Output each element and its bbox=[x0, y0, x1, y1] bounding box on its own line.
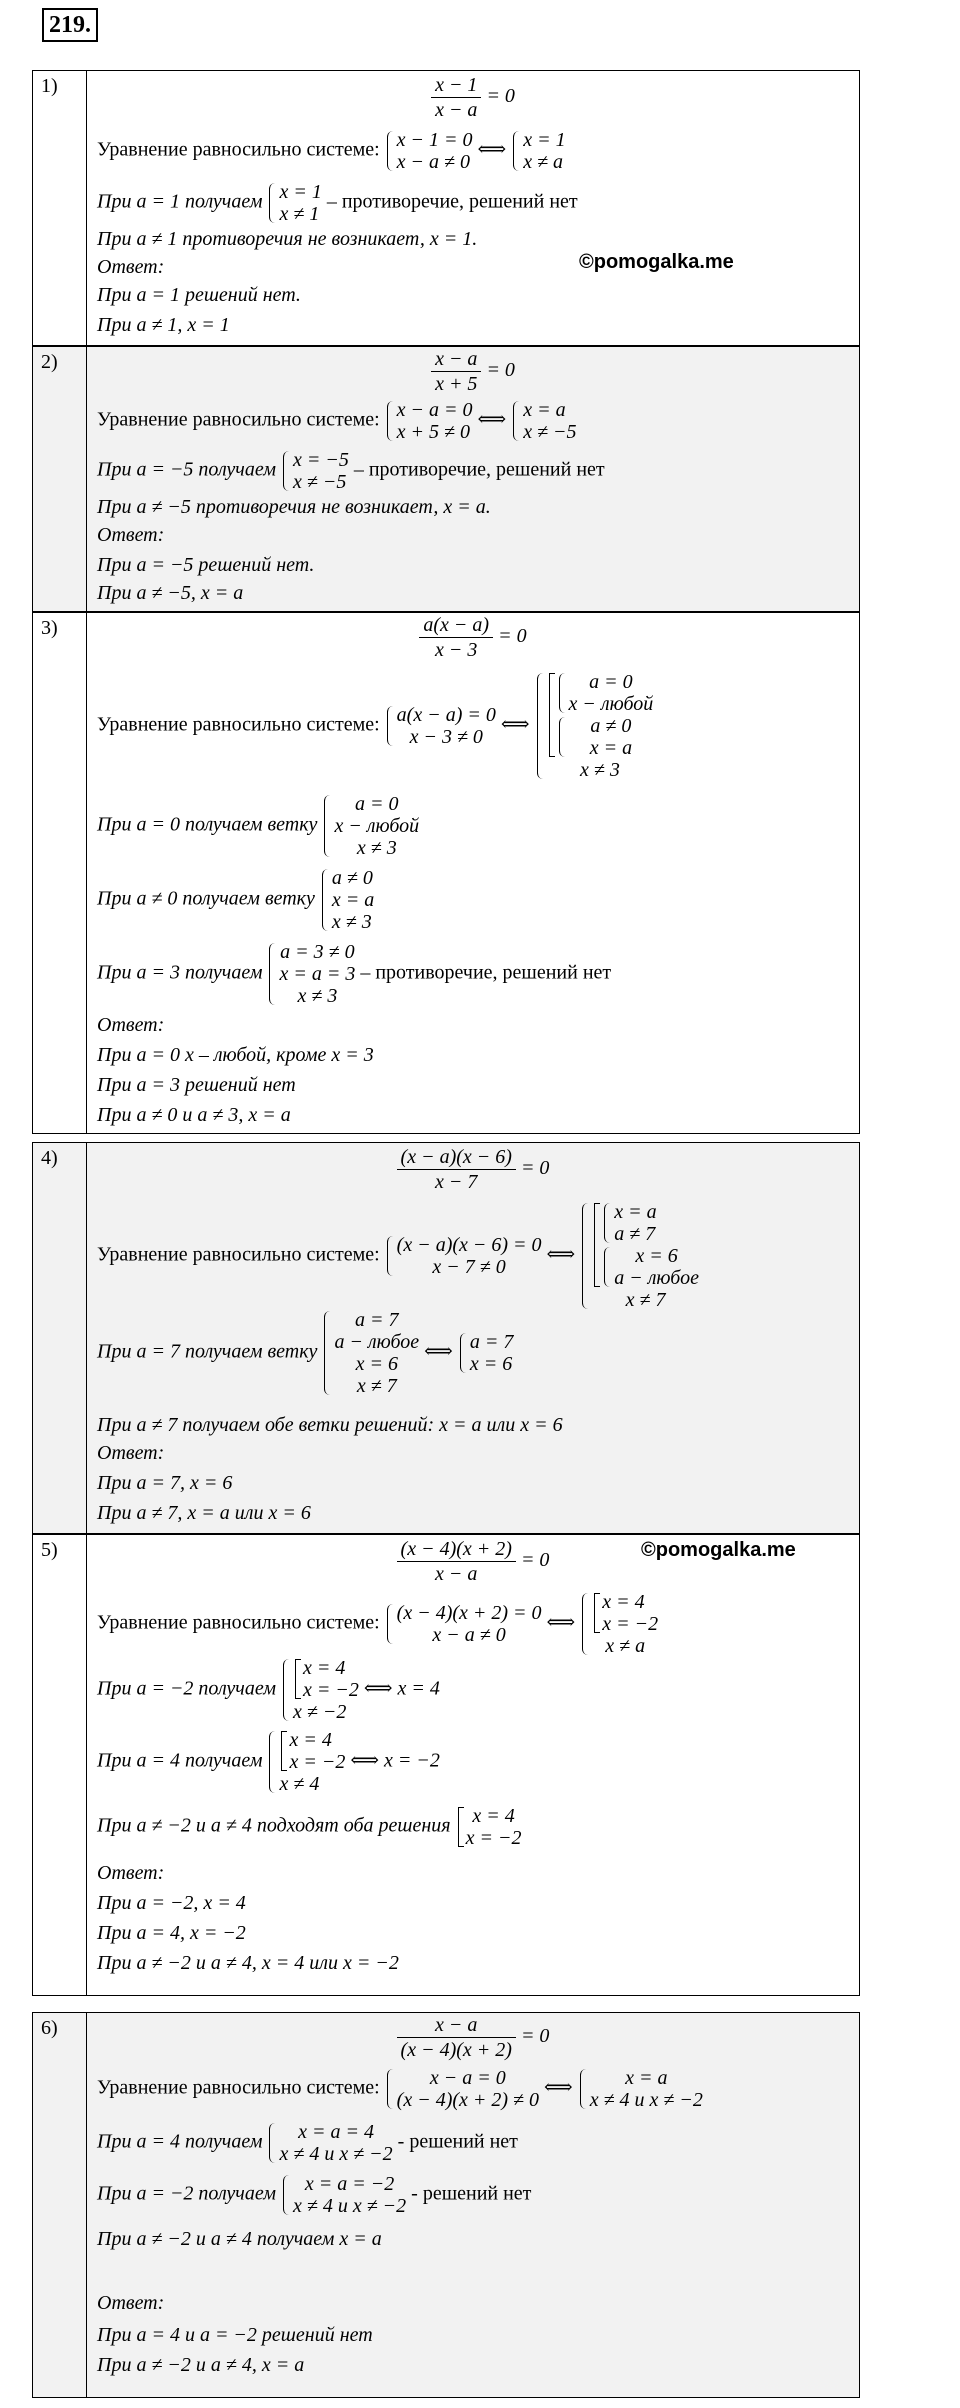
answer-label: Ответ: bbox=[97, 1442, 165, 1464]
answer-line: При a = −5 решений нет. bbox=[97, 554, 315, 576]
system-line: Уравнение равносильно системе: a(x − a) = 0 x − 3 ≠ 0 ⟺ a = 0 x − любой a ≠ 0 x = a x ≠ 3 bbox=[97, 671, 654, 781]
case-line: При a ≠ 7 получаем обе ветки решений: x = a или x = 6 bbox=[97, 1414, 563, 1436]
equation: $\frac{(x - 4)(x + 2)}{x - a}$ = 0 bbox=[87, 1537, 859, 1586]
system-line: Уравнение равносильно системе: x − 1 = 0 x − a ≠ 0 ⟺ x = 1 x ≠ a bbox=[97, 129, 566, 173]
branch-system: x = a a ≠ 7 x = 6 a − любое x ≠ 7 bbox=[580, 1201, 699, 1311]
system-line: Уравнение равносильно системе: (x − 4)(x + 2) = 0 x − a ≠ 0 ⟺ x = 4 x = −2 x ≠ a bbox=[97, 1591, 659, 1657]
watermark: ©pomogalka.me bbox=[579, 251, 734, 273]
answer-line: При a = −2, x = 4 bbox=[97, 1892, 246, 1914]
equation: $\frac{x - a}{(x - 4)(x + 2)}$ = 0 bbox=[87, 2013, 859, 2062]
case-line: При a ≠ −2 и a ≠ 4 получаем x = a bbox=[97, 2228, 382, 2250]
equation: $\frac{x - 1}{x - a}$ = 0 bbox=[87, 73, 859, 122]
part-5-block bbox=[32, 1534, 860, 1996]
answer-label: Ответ: bbox=[97, 1014, 165, 1036]
answer-label: Ответ: bbox=[97, 2292, 165, 2314]
system-line: Уравнение равносильно системе: x − a = 0 (x − 4)(x + 2) ≠ 0 ⟺ x = a x ≠ 4 и x ≠ −2 bbox=[97, 2067, 703, 2111]
part-index: 5) bbox=[33, 1535, 87, 1995]
part-2-block bbox=[32, 346, 860, 612]
case-line: При a = 0 получаем ветку a = 0 x − любой x ≠ 3 bbox=[97, 793, 420, 859]
equation: $\frac{(x - a)(x - 6)}{x - 7}$ = 0 bbox=[87, 1145, 859, 1194]
case-line: При a ≠ −2 и a ≠ 4 подходят оба решения x = 4 x = −2 bbox=[97, 1805, 522, 1849]
part-index: 3) bbox=[33, 613, 87, 1133]
case-line: При a ≠ 0 получаем ветку a ≠ 0 x = a x ≠ 3 bbox=[97, 867, 375, 933]
part-index: 1) bbox=[33, 71, 87, 345]
part-index: 6) bbox=[33, 2013, 87, 2397]
branch-system: a = 0 x − любой a ≠ 0 x = a x ≠ 3 bbox=[535, 671, 654, 781]
problem-number: 219. bbox=[42, 8, 98, 42]
part-1-block bbox=[32, 70, 860, 346]
part-index: 2) bbox=[33, 347, 87, 611]
part-6-block bbox=[32, 2012, 860, 2398]
case-line: При a = −5 получаем x = −5 x ≠ −5 – противоречие, решений нет bbox=[97, 449, 605, 493]
answer-line: При a = 7, x = 6 bbox=[97, 1472, 233, 1494]
branch-system: x = 4 x = −2 x ≠ a bbox=[580, 1591, 658, 1657]
answer-line: При a = 0 x – любой, кроме x = 3 bbox=[97, 1044, 374, 1066]
case-line: При a = −2 получаем x = 4 x = −2 x ≠ −2 ⟺ x = 4 bbox=[97, 1657, 440, 1723]
answer-line: При a ≠ −2 и a ≠ 4, x = a bbox=[97, 2354, 305, 2376]
watermark: ©pomogalka.me bbox=[641, 1539, 796, 1561]
answer-line: При a ≠ −2 и a ≠ 4, x = 4 или x = −2 bbox=[97, 1952, 399, 1974]
case-line: При a = −2 получаем x = a = −2 x ≠ 4 и x ≠ −2 - решений нет bbox=[97, 2173, 532, 2217]
equation: $\frac{x - a}{x + 5}$ = 0 bbox=[87, 347, 859, 396]
answer-label: Ответ: bbox=[97, 524, 165, 546]
answer-line: При a ≠ 0 и a ≠ 3, x = a bbox=[97, 1104, 291, 1126]
answer-line: При a = 4 и a = −2 решений нет bbox=[97, 2324, 373, 2346]
answer-line: При a = 4, x = −2 bbox=[97, 1922, 246, 1944]
answer-line: При a ≠ 1, x = 1 bbox=[97, 314, 230, 336]
case-line: При a ≠ −5 противоречия не возникает, x = a. bbox=[97, 496, 491, 518]
case-line: При a = 7 получаем ветку a = 7 a − любое x = 6 x ≠ 7 ⟺ a = 7 x = 6 bbox=[97, 1309, 514, 1397]
answer-line: При a = 1 решений нет. bbox=[97, 284, 301, 306]
answer-label: Ответ: bbox=[97, 1862, 165, 1884]
answer-line: При a ≠ −5, x = a bbox=[97, 582, 244, 604]
answer-line: При a ≠ 7, x = a или x = 6 bbox=[97, 1502, 311, 1524]
part-3-block bbox=[32, 612, 860, 1134]
answer-label: Ответ: bbox=[97, 256, 165, 278]
system-line: Уравнение равносильно системе: x − a = 0 x + 5 ≠ 0 ⟺ x = a x ≠ −5 bbox=[97, 399, 577, 443]
case-line: При a = 4 получаем x = 4 x = −2 x ≠ 4 ⟺ x = −2 bbox=[97, 1729, 440, 1795]
part-index: 4) bbox=[33, 1143, 87, 1533]
system-line: Уравнение равносильно системе: (x − a)(x − 6) = 0 x − 7 ≠ 0 ⟺ x = a a ≠ 7 x = 6 a − любое x ≠ 7 bbox=[97, 1201, 699, 1311]
part-4-block bbox=[32, 1142, 860, 1534]
case-line: При a = 1 получаем x = 1 x ≠ 1 – противоречие, решений нет bbox=[97, 181, 578, 225]
case-line: При a = 3 получаем a = 3 ≠ 0 x = a = 3 x ≠ 3 – противоречие, решений нет bbox=[97, 941, 612, 1007]
equation: $\frac{a(x - a)}{x - 3}$ = 0 bbox=[87, 613, 859, 662]
case-line: При a ≠ 1 противоречия не возникает, x = 1. bbox=[97, 228, 478, 250]
case-line: При a = 4 получаем x = a = 4 x ≠ 4 и x ≠ −2 - решений нет bbox=[97, 2121, 518, 2165]
answer-line: При a = 3 решений нет bbox=[97, 1074, 296, 1096]
